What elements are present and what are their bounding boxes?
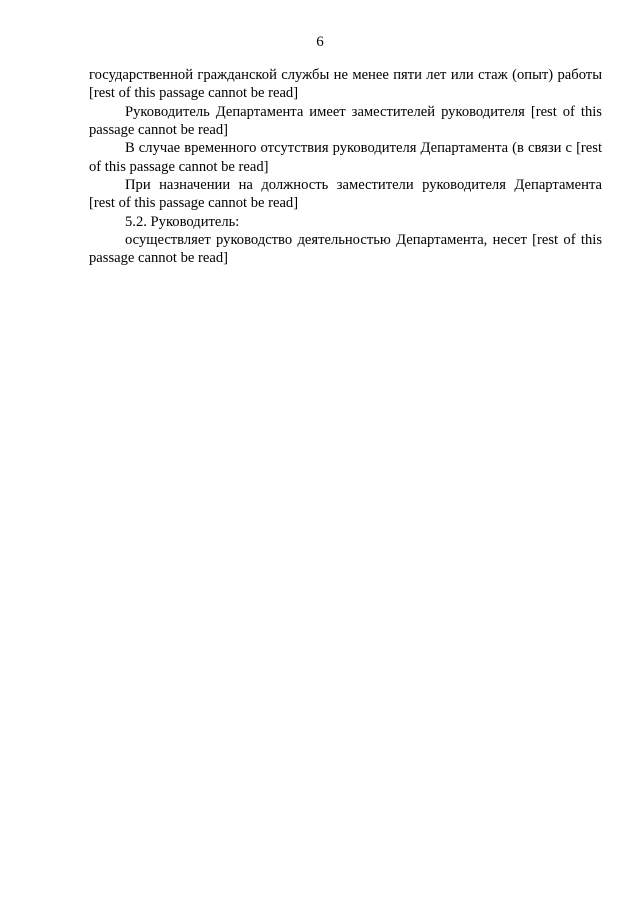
paragraph-temporary-absence: В случае временного отсутствия руководителя Департамента (в связи с [rest of this passage cannot be read] <box>89 140 602 175</box>
document-body <box>89 66 602 268</box>
paragraph-deputy-qualifications: При назначении на должность заместители руководителя Департамента [rest of this passage cannot be read] <box>89 177 602 212</box>
paragraph-deputies: Руководитель Департамента имеет заместителей руководителя [rest of this passage cannot be read] <box>89 103 602 139</box>
section-heading: 5.2. Руководитель: <box>125 213 240 230</box>
page-number: 6 <box>316 34 324 50</box>
paragraph-civil-service-experience: государственной гражданской службы не менее пяти лет или стаж (опыт) работы [rest of this passage cannot be read] <box>89 67 602 102</box>
paragraph-head-duties: осуществляет руководство деятельностью Департамента, несет [rest of this passage cannot be read] <box>89 232 602 267</box>
